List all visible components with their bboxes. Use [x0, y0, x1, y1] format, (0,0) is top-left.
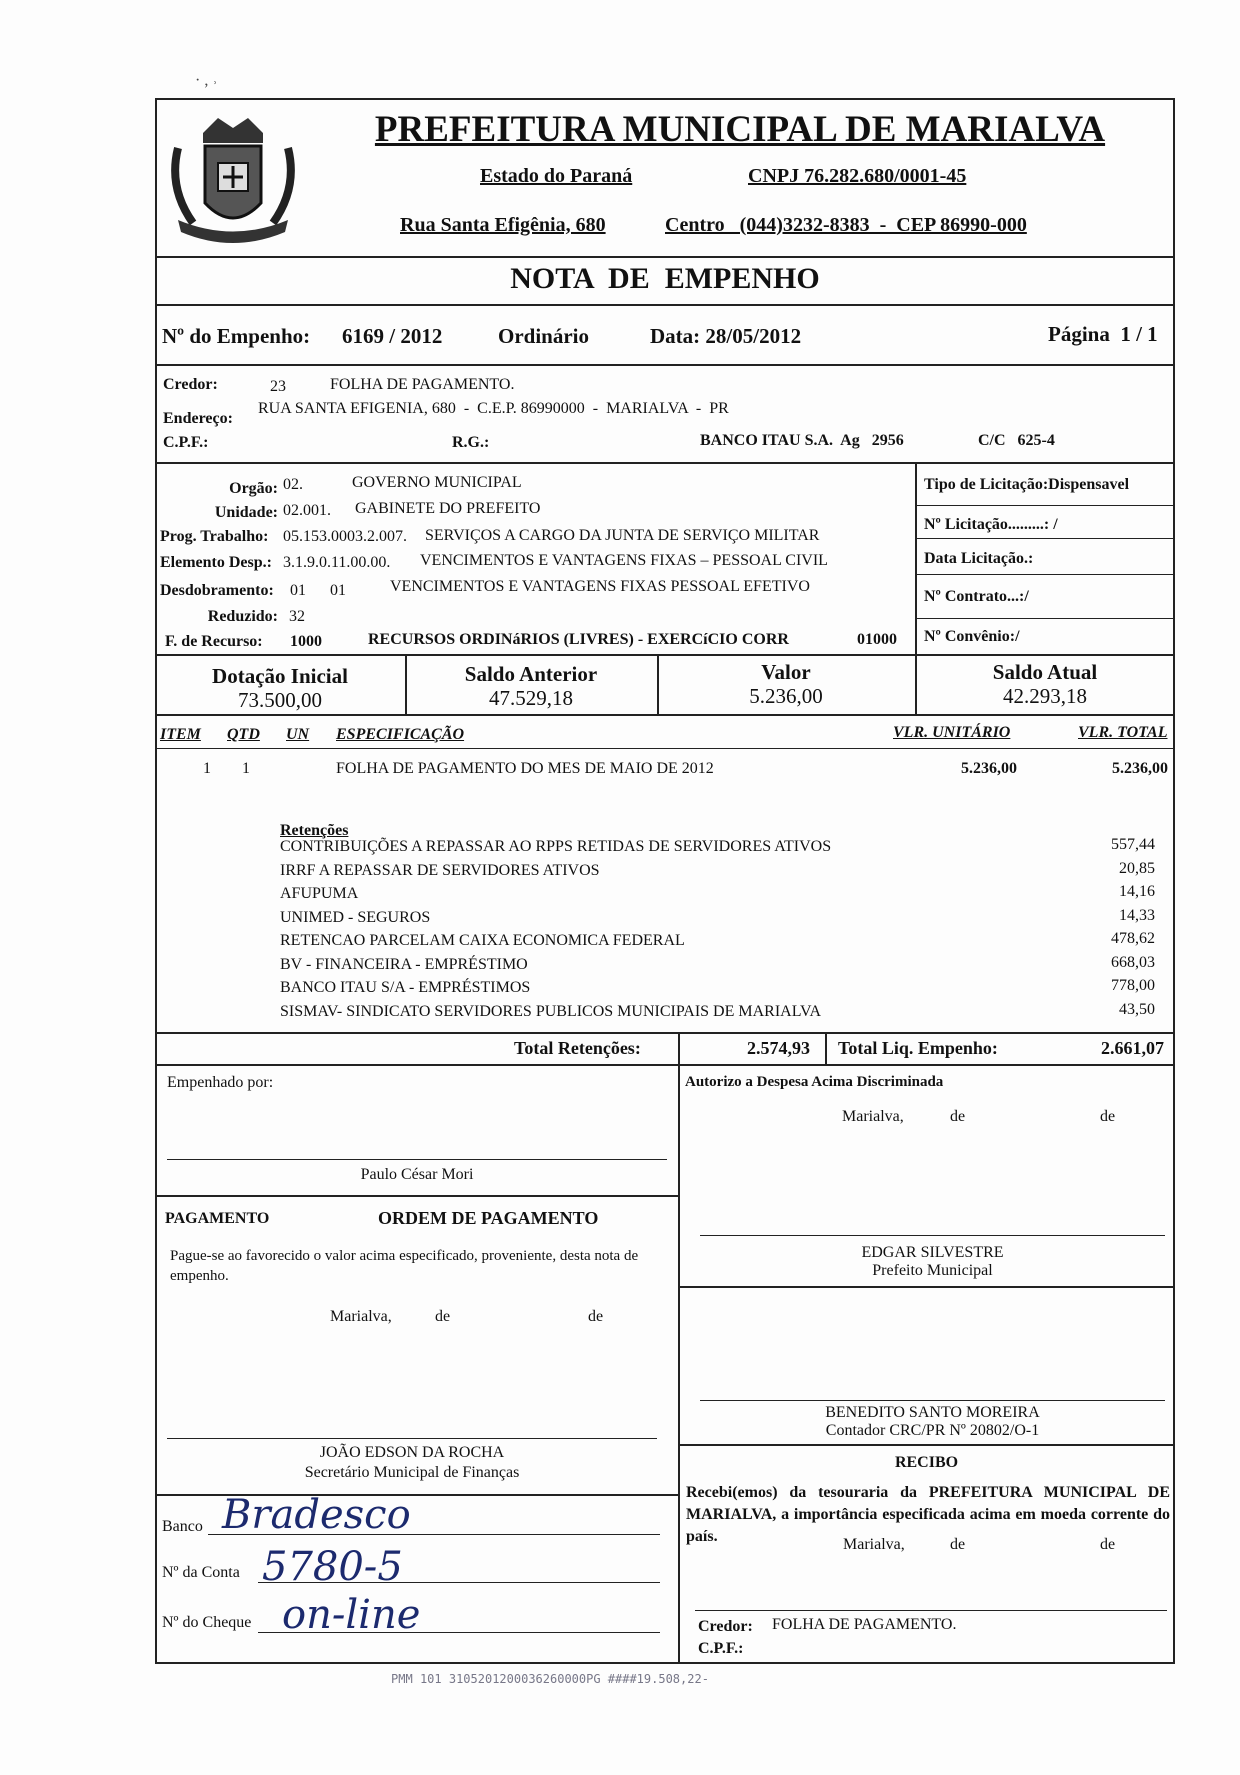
retencao-value: 778,00 — [1111, 977, 1155, 994]
conta-handwritten: 5780-5 — [262, 1544, 403, 1590]
account-info: C/C 625-4 — [978, 432, 1055, 449]
credor-code: 23 — [270, 378, 286, 395]
recibo-credor-name: FOLHA DE PAGAMENTO. — [772, 1616, 957, 1633]
autorizo-de1: de — [950, 1108, 966, 1125]
empenho-date: Data: 28/05/2012 — [650, 324, 802, 348]
saldo-atual-label: Saldo Atual — [992, 660, 1098, 684]
scan-mark: · , ˒ — [195, 72, 218, 89]
prefeito-title: Prefeito Municipal — [872, 1262, 993, 1279]
prog-name: SERVIÇOS A CARGO DA JUNTA DE SERVIÇO MILITAR — [425, 527, 820, 544]
recibo-credor-label: Credor: — [698, 1618, 753, 1635]
banco-handwritten: Bradesco — [222, 1492, 411, 1538]
total-retencoes-value: 2.574,93 — [747, 1038, 810, 1058]
saldo-atual-value: 42.293,18 — [1003, 684, 1087, 708]
credor-name: FOLHA DE PAGAMENTO. — [330, 376, 515, 393]
recurso-label: F. de Recurso: — [165, 633, 263, 650]
recibo-cpf-label: C.P.F.: — [698, 1640, 744, 1657]
empenho-number-label: Nº do Empenho: — [162, 324, 311, 348]
elemento-name: VENCIMENTOS E VANTAGENS FIXAS – PESSOAL CIVIL — [420, 552, 828, 569]
col-item: ITEM — [160, 726, 201, 743]
retencao-value: 478,62 — [1111, 930, 1155, 947]
empenhado-por-label: Empenhado por: — [167, 1074, 274, 1091]
unidade-code: 02.001. — [283, 502, 331, 519]
empenho-type: Ordinário — [498, 324, 590, 348]
recibo-de1: de — [950, 1536, 966, 1553]
retencao-value: 14,33 — [1119, 906, 1155, 924]
secretario-name: JOÃO EDSON DA ROCHA — [319, 1444, 505, 1461]
header-title: PREFEITURA MUNICIPAL DE MARIALVA — [374, 109, 1106, 150]
saldo-anterior-value: 47.529,18 — [489, 686, 573, 710]
document-title: NOTA DE EMPENHO — [510, 262, 820, 295]
retencao-desc: IRRF A REPASSAR DE SERVIDORES ATIVOS — [280, 861, 600, 879]
footer-code: PMM 101 3105201200036260000PG ####19.508,22- — [391, 1672, 709, 1686]
licitacao-numero: Nº Licitação.........: / — [924, 516, 1058, 533]
page-number: Página 1 / 1 — [1048, 322, 1158, 346]
desdob-label: Desdobramento: — [160, 582, 274, 599]
orgao-name: GOVERNO MUNICIPAL — [352, 474, 522, 491]
contador-name: BENEDITO SANTO MOREIRA — [825, 1404, 1040, 1421]
total-retencoes-label: Total Retenções: — [514, 1038, 641, 1058]
item-total-value: 5.236,00 — [1112, 760, 1168, 777]
pagamento-de2: de — [588, 1308, 604, 1325]
empenhado-name: Paulo César Mori — [360, 1166, 474, 1183]
retencao-desc: RETENCAO PARCELAM CAIXA ECONOMICA FEDERAL — [280, 932, 685, 949]
retencao-desc: UNIMED - SEGUROS — [280, 908, 431, 926]
retencao-desc: SISMAV- SINDICATO SERVIDORES PUBLICOS MUNICIPAIS DE MARIALVA — [280, 1002, 822, 1020]
prog-label: Prog. Trabalho: — [160, 528, 269, 545]
prefeito-name: EDGAR SILVESTRE — [861, 1244, 1004, 1261]
pagamento-label: PAGAMENTO — [165, 1210, 270, 1227]
col-un: UN — [286, 726, 310, 743]
licitacao-tipo-text: Tipo de Licitação:Dispensavel — [924, 476, 1130, 493]
address-label: Endereço: — [163, 410, 233, 427]
dotacao-value: 73.500,00 — [238, 688, 322, 712]
licitacao-convenio: Nº Convênio:/ — [924, 628, 1020, 645]
cheque-label: Nº do Cheque — [162, 1614, 252, 1631]
col-unit: VLR. UNITÁRIO — [893, 724, 1011, 741]
retencao-desc: BANCO ITAU S/A - EMPRÉSTIMOS — [280, 979, 531, 996]
header-contact: Centro (044)3232-8383 - CEP 86990-000 — [665, 214, 1027, 236]
secretario-title: Secretário Municipal de Finanças — [304, 1464, 520, 1481]
retencoes-title: Retenções — [280, 822, 349, 839]
orgao-label: Orgão: — [229, 480, 278, 497]
item-qtd: 1 — [242, 760, 250, 777]
header-address: Rua Santa Efigênia, 680 — [400, 214, 606, 236]
item-unit-value: 5.236,00 — [961, 760, 1017, 777]
desdob-name: VENCIMENTOS E VANTAGENS FIXAS PESSOAL EFETIVO — [390, 578, 810, 595]
col-qtd: QTD — [227, 726, 260, 743]
desdob-code: 01 01 — [290, 582, 346, 599]
header-cnpj: CNPJ 76.282.680/0001-45 — [748, 165, 967, 187]
total-liquido-label: Total Liq. Empenho: — [838, 1038, 998, 1058]
cpf-label: C.P.F.: — [163, 434, 209, 451]
retencao-desc: BV - FINANCEIRA - EMPRÉSTIMO — [280, 955, 528, 973]
retencao-value: 668,03 — [1111, 953, 1155, 971]
autorizo-de2: de — [1100, 1108, 1116, 1125]
recurso-number: 01000 — [857, 631, 897, 648]
conta-label: Nº da Conta — [162, 1564, 240, 1581]
pague-text: Pague-se ao favorecido o valor acima especificado, proveniente, desta nota de empenho. — [170, 1248, 639, 1284]
col-total: VLR. TOTAL — [1078, 724, 1168, 741]
retencao-value: 20,85 — [1119, 859, 1155, 877]
header-state: Estado do Paraná — [480, 165, 633, 187]
rg-label: R.G.: — [452, 434, 490, 451]
reduzido-label: Reduzido: — [207, 608, 278, 625]
elemento-label: Elemento Desp.: — [160, 554, 272, 571]
recurso-name: RECURSOS ORDINáRIOS (LIVRES) - EXERCíCIO CORR — [368, 631, 789, 648]
elemento-code: 3.1.9.0.11.00.00. — [283, 554, 391, 571]
unidade-name: GABINETE DO PREFEITO — [355, 500, 541, 517]
item-spec: FOLHA DE PAGAMENTO DO MES DE MAIO DE 2012 — [336, 760, 714, 777]
recibo-label: RECIBO — [894, 1454, 959, 1471]
ordem-pagamento-label: ORDEM DE PAGAMENTO — [378, 1208, 599, 1228]
item-number: 1 — [203, 760, 211, 777]
retencao-value: 14,16 — [1119, 883, 1155, 900]
retencao-value: 43,50 — [1119, 1000, 1155, 1018]
recibo-city: Marialva, — [843, 1536, 905, 1553]
retencao-desc: AFUPUMA — [280, 885, 359, 902]
recibo-text: Recebi(emos) da tesouraria da PREFEITURA MUNICIPAL DE MARIALVA, a importância especificada acima em moeda corrente do país. — [686, 1484, 1170, 1545]
valor-value: 5.236,00 — [749, 684, 823, 708]
licitacao-contrato: Nº Contrato...:/ — [924, 588, 1029, 605]
retencao-value: 557,44 — [1111, 836, 1155, 853]
valor-label: Valor — [761, 660, 811, 684]
coat-of-arms — [163, 108, 303, 258]
dotacao-label: Dotação Inicial — [212, 664, 348, 688]
credor-address: RUA SANTA EFIGENIA, 680 - C.E.P. 86990000 - MARIALVA - PR — [258, 400, 729, 417]
empenho-number: 6169 / 2012 — [342, 324, 443, 348]
total-liquido-value: 2.661,07 — [1101, 1038, 1164, 1058]
recibo-de2: de — [1100, 1536, 1116, 1553]
orgao-code: 02. — [283, 476, 303, 493]
reduzido-value: 32 — [289, 608, 305, 625]
contador-title: Contador CRC/PR Nº 20802/O-1 — [825, 1422, 1040, 1439]
licitacao-tipo — [924, 476, 1129, 494]
pagamento-de1: de — [435, 1308, 451, 1325]
saldo-anterior-label: Saldo Anterior — [464, 662, 598, 686]
credor-label: Credor: — [163, 376, 218, 393]
autorizo-city: Marialva, — [842, 1108, 904, 1125]
recurso-code: 1000 — [290, 633, 322, 650]
cheque-handwritten: on-line — [282, 1592, 421, 1638]
bank-info: BANCO ITAU S.A. Ag 2956 — [700, 432, 904, 449]
autorizo-label: Autorizo a Despesa Acima Discriminada — [685, 1074, 944, 1090]
banco-label: Banco — [162, 1518, 203, 1535]
unidade-label: Unidade: — [214, 504, 278, 521]
pagamento-city: Marialva, — [330, 1308, 392, 1325]
col-spec: ESPECIFICAÇÃO — [336, 726, 465, 743]
retencao-desc: CONTRIBUIÇÕES A REPASSAR AO RPPS RETIDAS DE SERVIDORES ATIVOS — [280, 838, 832, 855]
licitacao-data: Data Licitação.: — [924, 550, 1034, 567]
prog-code: 05.153.0003.2.007. — [283, 528, 407, 545]
